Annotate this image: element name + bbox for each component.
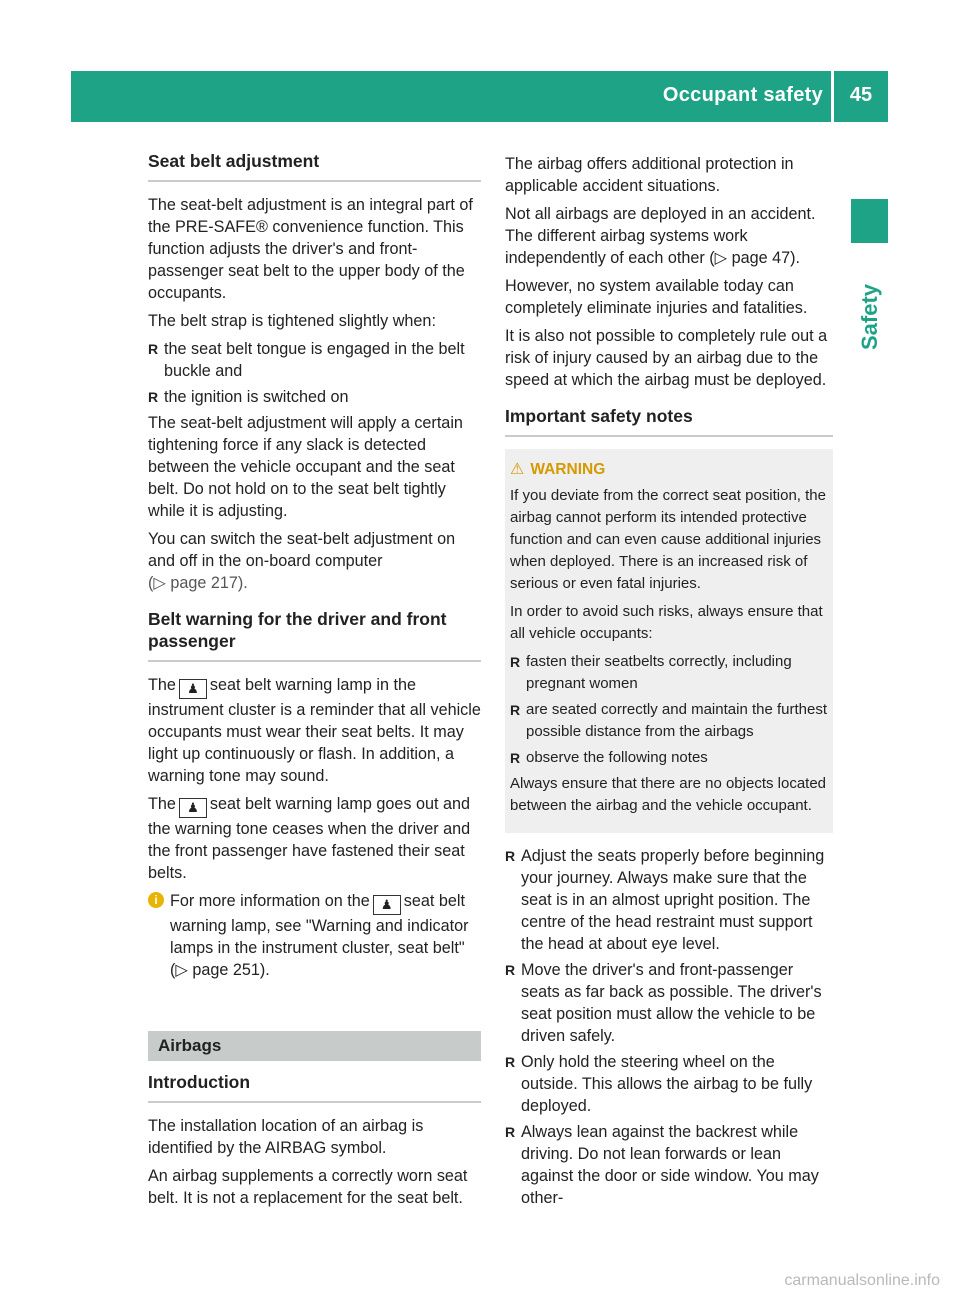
seat-belt-warning-icon: ♟ xyxy=(373,895,401,915)
paragraph-text: The xyxy=(148,795,176,813)
list-item xyxy=(505,1051,833,1117)
page-reference[interactable]: (▷ page 217). xyxy=(148,574,248,592)
list-item xyxy=(148,338,481,382)
paragraph: The installation location of an airbag is identified by the AIRBAG symbol. xyxy=(148,1117,424,1157)
paragraph: It is also not possible to completely rule out a risk of injury caused by an airbag due to the speed at which the airbag must be deployed. xyxy=(505,327,828,389)
right-column xyxy=(505,153,833,1213)
warning-title: WARNING xyxy=(530,461,606,478)
list-item-text: fasten their seatbelts correctly, including pregnant women xyxy=(526,653,792,692)
list-item xyxy=(510,651,828,695)
warning-paragraph: Always ensure that there are no objects located between the airbag and the vehicle occupant. xyxy=(510,775,827,814)
paragraph-text: You can switch the seat-belt adjustment on and off in the on-board computer xyxy=(148,530,456,570)
bullet-icon: R xyxy=(510,654,521,670)
section-band-airbags: Airbags xyxy=(148,1031,481,1061)
bullet-icon: R xyxy=(148,341,159,357)
bullet-icon: R xyxy=(505,1124,516,1140)
heading-rule xyxy=(148,660,481,662)
paragraph xyxy=(148,793,481,884)
list-item-text: Only hold the steering wheel on the outside. This allows the airbag to be fully deployed. xyxy=(521,1053,813,1115)
left-column xyxy=(148,150,481,1215)
paragraph: Not all airbags are deployed in an accident. The different airbag systems work independently of each other (▷ page 47). xyxy=(505,205,816,267)
bullet-icon: R xyxy=(510,702,521,718)
list-item-text: Move the driver's and front-passenger seats as far back as possible. The driver's seat position must allow the vehicle to be driven safely. xyxy=(521,961,822,1045)
warning-paragraph: In order to avoid such risks, always ensure that all vehicle occupants: xyxy=(510,603,823,642)
paragraph-text: seat belt warning lamp in the instrument cluster is a reminder that all vehicle occupants must wear their seat belts. It may light up continuously or flash. In addition, a warning tone may sound. xyxy=(148,676,481,785)
heading-seat-belt-adjustment: Seat belt adjustment xyxy=(148,151,320,171)
paragraph-text: The xyxy=(148,676,176,694)
list-item xyxy=(148,386,481,408)
heading-belt-warning: Belt warning for the driver and front passenger xyxy=(148,609,447,651)
page-number: 45 xyxy=(849,84,873,106)
info-note xyxy=(148,890,481,981)
paragraph xyxy=(148,528,481,594)
list-item-text: Always lean against the backrest while driving. Do not lean forwards or lean against the door or side window. You may other- xyxy=(521,1123,819,1207)
info-text: For more information on the xyxy=(170,892,370,910)
list-item-text: Adjust the seats properly before beginning your journey. Always make sure that the seat is in an almost upright position. The centre of the head restraint must support the head at about eye level. xyxy=(521,847,825,953)
list-item xyxy=(505,845,833,955)
warning-header xyxy=(510,459,828,481)
info-text: seat belt warning lamp, see "Warning and indicator lamps in the instrument cluster, seat belt" (▷ page 251). xyxy=(170,892,469,979)
list-item-text: observe the following notes xyxy=(526,749,708,766)
list-item-text: are seated correctly and maintain the furthest possible distance from the airbags xyxy=(526,701,827,740)
paragraph: However, no system available today can completely eliminate injuries and fatalities. xyxy=(505,277,808,317)
paragraph-text: seat belt warning lamp goes out and the warning tone ceases when the driver and the front passenger have fastened their seat belts. xyxy=(148,795,471,882)
section-title: Occupant safety xyxy=(662,84,823,106)
paragraph xyxy=(148,674,481,787)
paragraph: An airbag supplements a correctly worn seat belt. It is not a replacement for the seat belt. xyxy=(148,1167,468,1207)
bullet-icon: R xyxy=(510,750,521,766)
bullet-icon: R xyxy=(505,1054,516,1070)
paragraph: The seat-belt adjustment is an integral part of the PRE-SAFE® convenience function. This function adjusts the driver's and front-passenger seat belt to the upper body of the occupants. xyxy=(148,196,473,302)
list-item-text: the seat belt tongue is engaged in the belt buckle and xyxy=(164,340,465,380)
list-item-text: the ignition is switched on xyxy=(164,388,349,406)
warning-paragraph: If you deviate from the correct seat position, the airbag cannot perform its intended protective function and can even cause additional injuries when deployed. There is an increased risk of serious or even fatal injuries. xyxy=(510,487,826,592)
side-tab-marker xyxy=(851,199,888,243)
side-tab-label: Safety xyxy=(857,283,882,350)
heading-rule xyxy=(505,435,833,437)
bullet-icon: R xyxy=(505,962,516,978)
paragraph: The seat-belt adjustment will apply a certain tightening force if any slack is detected between the vehicle occupant and the seat belt. Do not hold on to the seat belt tightly while it is adjusting. xyxy=(148,414,463,520)
info-icon: i xyxy=(148,892,164,908)
seat-belt-warning-icon: ♟ xyxy=(179,679,207,699)
warning-box xyxy=(505,449,833,833)
list-item xyxy=(505,959,833,1047)
heading-introduction: Introduction xyxy=(148,1072,251,1092)
watermark: carmanualsonline.info xyxy=(784,1272,940,1289)
heading-important-safety-notes: Important safety notes xyxy=(505,406,693,426)
seat-belt-warning-icon: ♟ xyxy=(179,798,207,818)
bullet-icon: R xyxy=(148,389,159,405)
heading-rule xyxy=(148,180,481,182)
list-item xyxy=(510,699,828,743)
list-item xyxy=(505,1121,833,1209)
list-item xyxy=(510,747,828,769)
paragraph: The belt strap is tightened slightly when: xyxy=(148,312,436,330)
heading-rule xyxy=(148,1101,481,1103)
warning-triangle-icon: ⚠ xyxy=(510,461,525,478)
bullet-icon: R xyxy=(505,848,516,864)
paragraph: The airbag offers additional protection in applicable accident situations. xyxy=(505,155,794,195)
